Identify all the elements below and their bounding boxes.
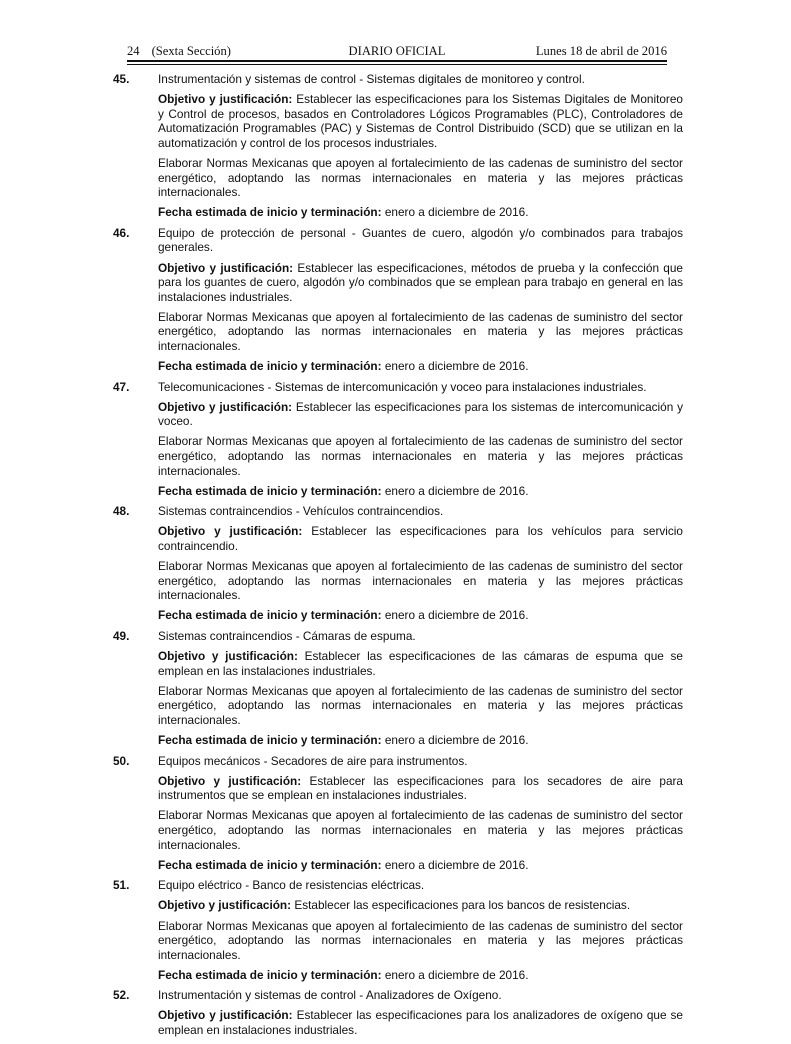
item-title: Equipo de protección de personal - Guantes de cuero, algodón y/o combinados para trabajos generales.: [158, 225, 683, 255]
list-item: [113, 878, 683, 982]
list-item: [113, 754, 683, 873]
list-item: [113, 504, 683, 623]
item-number: 47.: [113, 379, 130, 394]
item-dates: [158, 968, 683, 983]
dates-label: Fecha estimada de inicio y terminación:: [158, 483, 382, 498]
item-objective: [158, 400, 683, 429]
item-title: Telecomunicaciones - Sistemas de intercomunicación y voceo para instalaciones industriales.: [158, 379, 647, 394]
dates-text: enero a diciembre de 2016.: [384, 205, 529, 220]
item-number: 49.: [113, 629, 130, 643]
item-purpose: Elaborar Normas Mexicanas que apoyen al fortalecimiento de las cadenas de suministro del sector energético, adoptando las normas internacionales en materia y las mejores prácticas internacionales.: [158, 808, 683, 852]
item-objective: [158, 261, 683, 305]
dates-text: enero a diciembre de 2016.: [384, 608, 529, 623]
item-title: Sistemas contraincendios - Cámaras de espuma.: [158, 629, 416, 643]
publication-date: Lunes 18 de abril de 2016: [535, 44, 667, 58]
dates-label: Fecha estimada de inicio y terminación:: [158, 608, 382, 623]
publication-title: DIARIO OFICIAL: [348, 44, 446, 58]
objective-text: Establecer las especificaciones de las cámaras de espuma que se emplean en las instalaciones industriales.: [158, 649, 683, 678]
item-number: 45.: [113, 72, 130, 86]
section-label: (Sexta Sección): [151, 44, 231, 58]
item-title: Instrumentación y sistemas de control - Analizadores de Oxígeno.: [158, 988, 502, 1003]
dates-text: enero a diciembre de 2016.: [384, 359, 529, 374]
dates-label: Fecha estimada de inicio y terminación:: [158, 205, 382, 220]
list-item: [113, 226, 683, 374]
objective-text: Establecer las especificaciones para los sistemas de intercomunicación y voceo.: [158, 399, 683, 429]
item-dates: [158, 484, 683, 499]
item-objective: [158, 524, 683, 553]
dates-text: enero a diciembre de 2016.: [384, 733, 529, 748]
item-objective: [158, 1008, 683, 1037]
item-objective: [158, 898, 683, 913]
item-objective: [158, 92, 683, 150]
item-dates: [158, 858, 683, 873]
item-objective: [158, 649, 683, 678]
item-number: 51.: [113, 878, 130, 893]
item-purpose: Elaborar Normas Mexicanas que apoyen al fortalecimiento de las cadenas de suministro del sector energético, adoptando las normas internacionales en materia y las mejores prácticas internacionales.: [158, 434, 683, 478]
item-dates: [158, 205, 683, 220]
item-title: Sistemas contraincendios - Vehículos contraincendios.: [158, 504, 444, 519]
objective-label: Objetivo y justificación:: [158, 649, 298, 664]
item-purpose: Elaborar Normas Mexicanas que apoyen al fortalecimiento de las cadenas de suministro del sector energético, adoptando las normas internacionales en materia y las mejores prácticas internacionales.: [158, 559, 683, 603]
item-title: Equipos mecánicos - Secadores de aire para instrumentos.: [158, 753, 468, 768]
item-dates: [158, 359, 683, 374]
page-number: 24: [127, 44, 140, 58]
item-dates: [158, 733, 683, 748]
objective-label: Objetivo y justificación:: [158, 92, 293, 107]
objective-label: Objetivo y justificación:: [158, 260, 294, 275]
objective-label: Objetivo y justificación:: [158, 524, 303, 539]
objective-text: Establecer las especificaciones para los analizadores de oxígeno que se emplean en instalaciones industriales.: [158, 1008, 683, 1038]
list-item: [113, 380, 683, 499]
objective-text: Establecer las especificaciones para los bancos de resistencias.: [294, 898, 631, 913]
header-rule-thick: [127, 60, 667, 62]
objective-label: Objetivo y justificación:: [158, 773, 302, 788]
item-purpose: Elaborar Normas Mexicanas que apoyen al fortalecimiento de las cadenas de suministro del sector energético, adoptando las normas internacionales en materia y las mejores prácticas internacionales.: [158, 683, 683, 727]
item-number: 46.: [113, 225, 130, 240]
objective-text: Establecer las especificaciones, métodos de prueba y la confección que para los guantes de cuero, algodón y/o combinados que se emplean para trabajo en general en las instalaciones industriales.: [158, 260, 683, 304]
item-dates: [158, 608, 683, 623]
objective-text: Establecer las especificaciones para los vehículos para servicio contraincendio.: [158, 524, 683, 554]
item-number: 52.: [113, 988, 130, 1003]
item-title: Instrumentación y sistemas de control - Sistemas digitales de monitoreo y control.: [158, 72, 585, 86]
list-item: [113, 629, 683, 748]
item-purpose: Elaborar Normas Mexicanas que apoyen al fortalecimiento de las cadenas de suministro del sector energético, adoptando las normas internacionales en materia y las mejores prácticas internacionales.: [158, 918, 683, 962]
dates-label: Fecha estimada de inicio y terminación:: [158, 733, 382, 748]
header-rule-thin: [127, 64, 667, 65]
dates-label: Fecha estimada de inicio y terminación:: [158, 857, 382, 872]
list-item: [113, 988, 683, 1037]
objective-text: Establecer las especificaciones para los Sistemas Digitales de Monitoreo y Control de procesos, basados en Controladores Lógicos Programables (PLC), Controladores de Automatización Programables (PAC) y Sistemas de Control Distribuido (SCD) que se utilizan en la automatización y control de los procesos industriales.: [158, 92, 683, 150]
list-item: [113, 72, 683, 220]
dates-text: enero a diciembre de 2016.: [384, 967, 529, 982]
page-header: [127, 42, 667, 60]
objective-label: Objetivo y justificación:: [158, 898, 292, 913]
item-purpose: Elaborar Normas Mexicanas que apoyen al fortalecimiento de las cadenas de suministro del sector energético, adoptando las normas internacionales en materia y las mejores prácticas internacionales.: [158, 309, 683, 353]
document-body: [113, 72, 683, 1044]
item-objective: [158, 774, 683, 803]
objective-label: Objetivo y justificación:: [158, 399, 293, 414]
item-title: Equipo eléctrico - Banco de resistencias eléctricas.: [158, 878, 425, 893]
item-purpose: Elaborar Normas Mexicanas que apoyen al fortalecimiento de las cadenas de suministro del sector energético, adoptando las normas internacionales en materia y las mejores prácticas internacionales.: [158, 155, 683, 200]
objective-text: Establecer las especificaciones para los secadores de aire para instrumentos que se emplean en instalaciones industriales.: [158, 773, 683, 803]
item-number: 48.: [113, 504, 130, 519]
dates-text: enero a diciembre de 2016.: [384, 483, 529, 498]
objective-label: Objetivo y justificación:: [158, 1008, 293, 1023]
dates-text: enero a diciembre de 2016.: [384, 857, 529, 872]
dates-label: Fecha estimada de inicio y terminación:: [158, 359, 382, 374]
dates-label: Fecha estimada de inicio y terminación:: [158, 967, 382, 982]
item-number: 50.: [113, 753, 130, 768]
